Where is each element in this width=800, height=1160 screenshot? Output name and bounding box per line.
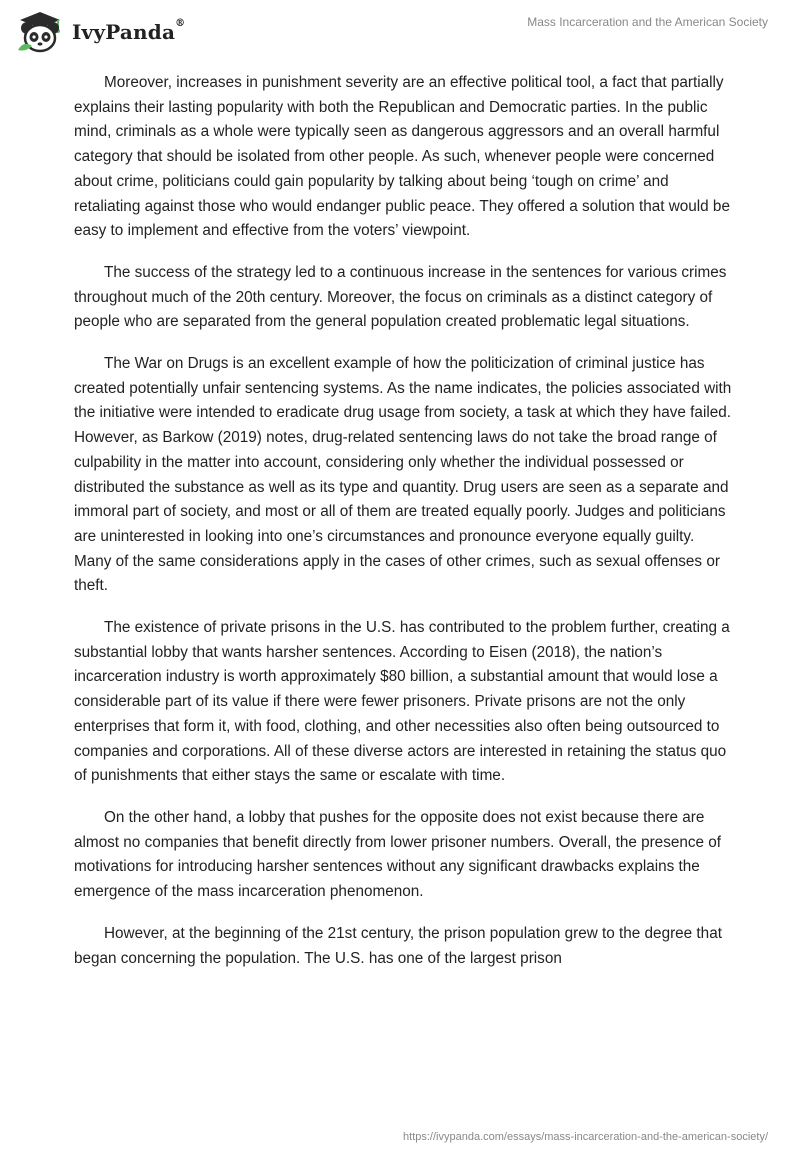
- essay-body: [74, 71, 734, 988]
- brand-name: IvyPanda®: [72, 18, 186, 44]
- paragraph: The existence of private prisons in the U.S. has contributed to the problem further, creating a substantial lobby that wants harsher sentences. According to Eisen (2018), the nation’s incarceration industry is worth approximately $80 billion, a substantial amount that would lose a considerable part of its value if there were fewer prisoners. Private prisons are not the only enterprises that form it, with food, clothing, and other necessities also often being outsourced to companies and corporations. All of these diverse actors are interested in retaining the status quo of punishments that either stays the same or escalate with time.: [74, 619, 730, 785]
- document-title: Mass Incarceration and the American Society: [527, 15, 768, 29]
- paragraph: The success of the strategy led to a continuous increase in the sentences for various crimes throughout much of the 20th century. Moreover, the focus on criminals as a distinct category of people who are separated from the general population created problematic legal situations.: [74, 263, 727, 331]
- paragraph: On the other hand, a lobby that pushes for the opposite does not exist because there are almost no companies that benefit directly from lower prisoner numbers. Overall, the presence of motivations for introducing harsher sentences without any significant drawbacks explains the emergence of the mass incarceration phenomenon.: [74, 808, 722, 901]
- page-header: [0, 0, 800, 60]
- paragraph: The War on Drugs is an excellent example of how the politicization of criminal justice has created potentially unfair sentencing systems. As the name indicates, the policies associated with the initiative were intended to eradicate drug usage from society, a task at which they have failed. However, as Barkow (2019) notes, drug-related sentencing laws do not take the broad range of culpability in the matter into account, considering only whether the individual possessed or distributed the substance as well as its type and quantity. Drug users are seen as a separate and immoral part of society, and most or all of them are treated equally poorly. Judges and politicians are uninterested in looking into one’s circumstances and pronounce everyone equally guilty. Many of the same considerations apply in the cases of other crimes, such as sexual offenses or theft.: [74, 355, 732, 595]
- paragraph: Moreover, increases in punishment severity are an effective political tool, a fact that partially explains their lasting popularity with both the Republican and Democratic parties. In the public mind, criminals as a whole were typically seen as dangerous aggressors and an overall harmful category that should be isolated from other people. As such, whenever people were concerned about crime, politicians could gain popularity by talking about being ‘tough on crime’ and retaliating against those who would endanger public peace. They offered a solution that would be easy to implement and effective from the voters’ viewpoint.: [74, 74, 730, 240]
- paragraph: However, at the beginning of the 21st century, the prison population grew to the degree that began concerning the population. The U.S. has one of the largest prison: [74, 924, 722, 967]
- trademark-symbol: ®: [175, 18, 186, 29]
- source-url-link[interactable]: https://ivypanda.com/essays/mass-incarceration-and-the-american-society/: [403, 1131, 768, 1143]
- panda-graduate-icon: [14, 10, 66, 54]
- ivypanda-logo[interactable]: [14, 10, 185, 54]
